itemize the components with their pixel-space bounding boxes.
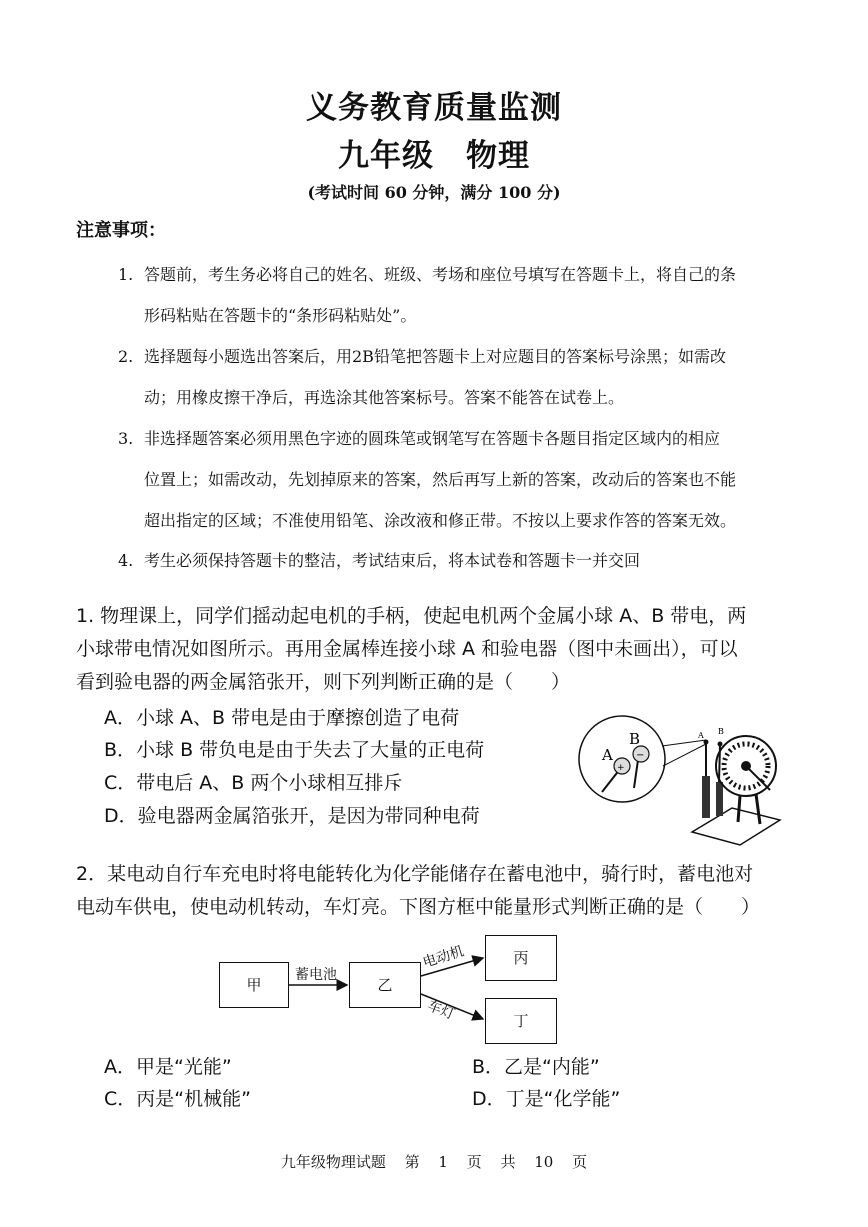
notice-item-text: 考生必须保持答题卡的整洁，考试结束后，将本试卷和答题卡一并交回 (144, 551, 641, 570)
label-battery: 蓄电池 (295, 967, 337, 983)
notice-item-text: 动；用橡皮擦干净后，再选涂其他答案标号。答案不能答在试卷上。 (144, 388, 625, 407)
q2-option-b: B．乙是“内能” (472, 1056, 600, 1078)
negative-charge-icon: − (636, 750, 645, 761)
notice-item-number: 2. (118, 347, 134, 366)
q1-option-c: C．带电后 A、B 两个小球相互排斥 (104, 772, 403, 794)
notice-item-number: 4. (118, 551, 134, 570)
label-lamp: 车灯 (424, 997, 457, 1024)
question-text: 看到验电器的两金属箔张开，则下列判断正确的是（ ） (76, 671, 571, 693)
exam-info: (考试时间 60 分钟，满分 100 分) (307, 183, 561, 202)
page-footer: 九年级物理试题 第 1 页 共 10 页 (280, 1153, 588, 1171)
box-yi: 乙 (349, 962, 421, 1008)
notice-title: 注意事项： (76, 220, 166, 241)
q1-option-b: B．小球 B 带负电是由于失去了大量的正电荷 (104, 739, 485, 761)
small-label-b: B (718, 727, 724, 736)
question-text: 1. 物理课上，同学们摇动起电机的手柄，使起电机两个金属小球 A、B 带电，两 (76, 605, 747, 627)
notice-item-text: 超出指定的区域；不准使用铅笔、涂改液和修正带。不按以上要求作答的答案无效。 (144, 511, 737, 530)
label-motor: 电动机 (421, 943, 466, 972)
q2-option-c: C．丙是“机械能” (104, 1088, 251, 1110)
page-subtitle-subject: 九年级 物理 (338, 138, 530, 174)
label-a: A (602, 746, 613, 764)
question-text: 小球带电情况如图所示。再用金属棒连接小球 A 和验电器（图中未画出），可以 (76, 638, 738, 660)
label-b: B (629, 730, 641, 748)
notice-item-text: 非选择题答案必须用黑色字迹的圆珠笔或钢笔写在答题卡各题目指定区域内的相应 (144, 429, 721, 448)
q2-option-d: D．丁是“化学能” (472, 1088, 621, 1110)
question-text: 2．某电动自行车充电时将电能转化为化学能储存在蓄电池中，骑行时，蓄电池对 (76, 863, 754, 885)
page-title: 义务教育质量监测 (306, 90, 562, 126)
question-text: 电动车供电，使电动机转动，车灯亮。下图方框中能量形式判断正确的是（ ） (76, 896, 761, 918)
notice-item-text: 形码粘贴在答题卡的“条形码粘贴处”。 (144, 306, 417, 325)
notice-item-number: 1. (118, 265, 134, 284)
q1-option-d: D．验电器两金属箔张开，是因为带同种电荷 (104, 805, 480, 827)
small-label-a: A (698, 731, 704, 740)
box-jia: 甲 (219, 962, 289, 1008)
box-ding: 丁 (485, 998, 557, 1044)
positive-charge-icon: + (617, 763, 625, 773)
notice-item-text: 答题前，考生务必将自己的姓名、班级、考场和座位号填写在答题卡上，将自己的条 (144, 265, 737, 284)
notice-item-number: 3. (118, 429, 134, 448)
notice-item-text: 选择题每小题选出答案后，用2B铅笔把答题卡上对应题目的答案标号涂黑；如需改 (144, 347, 726, 366)
q2-option-a: A．甲是“光能” (104, 1056, 232, 1078)
q1-option-a: A．小球 A、B 带电是由于摩擦创造了电荷 (104, 707, 460, 729)
notice-item-text: 位置上；如需改动，先划掉原来的答案，然后再写上新的答案，改动后的答案也不能 (144, 470, 737, 489)
box-bing: 丙 (485, 935, 557, 981)
